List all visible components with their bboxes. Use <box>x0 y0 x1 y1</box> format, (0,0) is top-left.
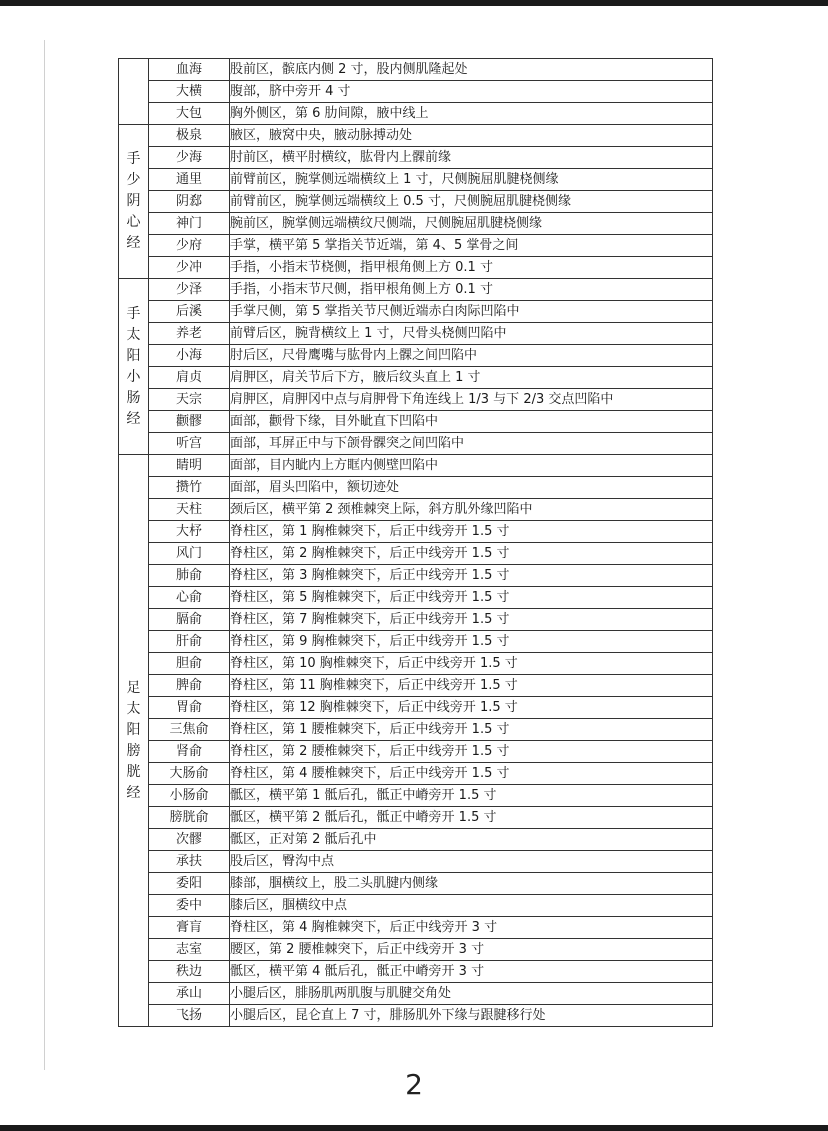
acupoint-name: 胆俞 <box>149 653 230 675</box>
table-row <box>119 301 713 323</box>
acupoint-location: 前臂前区，腕掌侧远端横纹上 0.5 寸，尺侧腕屈肌腱桡侧缘 <box>230 191 713 213</box>
top-edge <box>0 0 828 6</box>
meridian-char: 肠 <box>126 389 141 406</box>
acupoint-location: 脊柱区，第 12 胸椎棘突下，后正中线旁开 1.5 寸 <box>230 697 713 719</box>
acupoint-location: 膝部，腘横纹上，股二头肌腱内侧缘 <box>230 873 713 895</box>
acupoint-name: 听宫 <box>149 433 230 455</box>
meridian-char: 经 <box>126 410 141 427</box>
table-row <box>119 389 713 411</box>
table-row <box>119 279 713 301</box>
acupoint-location: 手指，小指末节桡侧，指甲根角侧上方 0.1 寸 <box>230 257 713 279</box>
table-row <box>119 565 713 587</box>
table-row <box>119 125 713 147</box>
acupoint-name: 肝俞 <box>149 631 230 653</box>
acupoint-location: 腹部，脐中旁开 4 寸 <box>230 81 713 103</box>
acupoint-location: 股前区，髌底内侧 2 寸，股内侧肌隆起处 <box>230 59 713 81</box>
meridian-cell <box>119 59 149 125</box>
acupoint-name: 膀胱俞 <box>149 807 230 829</box>
table-row <box>119 697 713 719</box>
meridian-char: 手 <box>126 151 141 167</box>
acupoint-name: 极泉 <box>149 125 230 147</box>
acupoint-location: 肘后区，尺骨鹰嘴与肱骨内上髁之间凹陷中 <box>230 345 713 367</box>
table-row <box>119 433 713 455</box>
acupoint-name: 心俞 <box>149 587 230 609</box>
table-row <box>119 257 713 279</box>
acupoint-location: 脊柱区，第 1 胸椎棘突下，后正中线旁开 1.5 寸 <box>230 521 713 543</box>
acupoint-location: 小腿后区，昆仑直上 7 寸，腓肠肌外下缘与跟腱移行处 <box>230 1005 713 1027</box>
acupoint-name: 飞扬 <box>149 1005 230 1027</box>
table-row <box>119 477 713 499</box>
meridian-char: 小 <box>126 368 141 385</box>
acupoint-name: 少冲 <box>149 257 230 279</box>
acupoint-location: 面部，颧骨下缘，目外眦直下凹陷中 <box>230 411 713 433</box>
acupoint-location: 脊柱区，第 9 胸椎棘突下，后正中线旁开 1.5 寸 <box>230 631 713 653</box>
acupoint-name: 委中 <box>149 895 230 917</box>
acupoint-location: 骶区，横平第 1 骶后孔，骶正中嵴旁开 1.5 寸 <box>230 785 713 807</box>
table-row <box>119 213 713 235</box>
acupoint-name: 血海 <box>149 59 230 81</box>
acupoint-location: 脊柱区，第 7 胸椎棘突下，后正中线旁开 1.5 寸 <box>230 609 713 631</box>
page-number: 2 <box>405 1068 423 1101</box>
table-row <box>119 829 713 851</box>
acupoint-name: 胃俞 <box>149 697 230 719</box>
acupoint-location: 面部，目内眦内上方眶内侧壁凹陷中 <box>230 455 713 477</box>
acupoint-location: 腕前区，腕掌侧远端横纹尺侧端，尺侧腕屈肌腱桡侧缘 <box>230 213 713 235</box>
acupoint-name: 大杼 <box>149 521 230 543</box>
table-row <box>119 939 713 961</box>
meridian-cell <box>119 455 149 1027</box>
acupoint-name: 志室 <box>149 939 230 961</box>
acupoint-name: 脾俞 <box>149 675 230 697</box>
meridian-char: 经 <box>126 784 141 801</box>
acupoint-name: 攒竹 <box>149 477 230 499</box>
meridian-cell <box>119 279 149 455</box>
meridian-cell <box>119 125 149 279</box>
acupoint-name: 肩贞 <box>149 367 230 389</box>
table-row <box>119 851 713 873</box>
acupoint-location: 脊柱区，第 10 胸椎棘突下，后正中线旁开 1.5 寸 <box>230 653 713 675</box>
table-row <box>119 587 713 609</box>
acupoint-location: 手掌尺侧，第 5 掌指关节尺侧近端赤白肉际凹陷中 <box>230 301 713 323</box>
acupoint-name: 天宗 <box>149 389 230 411</box>
acupoint-name: 承扶 <box>149 851 230 873</box>
acupoint-name: 神门 <box>149 213 230 235</box>
table-row <box>119 675 713 697</box>
table-row <box>119 653 713 675</box>
acupoint-name: 少府 <box>149 235 230 257</box>
table-row <box>119 609 713 631</box>
table-row <box>119 521 713 543</box>
meridian-char: 胱 <box>126 763 141 780</box>
acupoint-name: 三焦俞 <box>149 719 230 741</box>
acupoint-location: 脊柱区，第 2 腰椎棘突下，后正中线旁开 1.5 寸 <box>230 741 713 763</box>
table-row <box>119 169 713 191</box>
table-row <box>119 741 713 763</box>
table-row <box>119 763 713 785</box>
acupoint-name: 大包 <box>149 103 230 125</box>
table-row <box>119 895 713 917</box>
table-row <box>119 235 713 257</box>
acupoint-location: 骶区，横平第 4 骶后孔，骶正中嵴旁开 3 寸 <box>230 961 713 983</box>
acupoint-name: 少泽 <box>149 279 230 301</box>
table-row <box>119 323 713 345</box>
acupoint-name: 大肠俞 <box>149 763 230 785</box>
acupoint-table-body <box>119 59 713 1027</box>
table-row <box>119 103 713 125</box>
acupoint-name: 委阳 <box>149 873 230 895</box>
table-row <box>119 81 713 103</box>
acupoint-name: 阴郄 <box>149 191 230 213</box>
acupoint-location: 膝后区，腘横纹中点 <box>230 895 713 917</box>
table-row <box>119 719 713 741</box>
acupoint-location: 脊柱区，第 4 腰椎棘突下，后正中线旁开 1.5 寸 <box>230 763 713 785</box>
table-row <box>119 499 713 521</box>
table-row <box>119 345 713 367</box>
acupoint-location: 前臂前区，腕掌侧远端横纹上 1 寸，尺侧腕屈肌腱桡侧缘 <box>230 169 713 191</box>
meridian-char: 足 <box>126 679 141 696</box>
acupoint-name: 风门 <box>149 543 230 565</box>
meridian-char: 心 <box>126 214 141 230</box>
acupoint-location: 骶区，正对第 2 骶后孔中 <box>230 829 713 851</box>
table-row <box>119 961 713 983</box>
meridian-char: 少 <box>126 172 141 188</box>
table-row <box>119 147 713 169</box>
page-fold-line <box>44 40 45 1070</box>
acupoint-name: 膏肓 <box>149 917 230 939</box>
table-row <box>119 543 713 565</box>
acupoint-name: 天柱 <box>149 499 230 521</box>
table-row <box>119 191 713 213</box>
meridian-char: 手 <box>126 305 141 322</box>
meridian-char: 阳 <box>126 347 141 364</box>
acupoint-location: 肘前区，横平肘横纹，肱骨内上髁前缘 <box>230 147 713 169</box>
acupoint-name: 养老 <box>149 323 230 345</box>
acupoint-location: 股后区，臀沟中点 <box>230 851 713 873</box>
meridian-char: 太 <box>126 326 141 343</box>
acupoint-location: 前臂后区，腕背横纹上 1 寸，尺骨头桡侧凹陷中 <box>230 323 713 345</box>
acupoint-location: 颈后区，横平第 2 颈椎棘突上际，斜方肌外缘凹陷中 <box>230 499 713 521</box>
acupoint-location: 骶区，横平第 2 骶后孔，骶正中嵴旁开 1.5 寸 <box>230 807 713 829</box>
acupoint-location: 脊柱区，第 5 胸椎棘突下，后正中线旁开 1.5 寸 <box>230 587 713 609</box>
acupoint-location: 手指，小指末节尺侧，指甲根角侧上方 0.1 寸 <box>230 279 713 301</box>
table-row <box>119 873 713 895</box>
acupoint-location: 腋区，腋窝中央，腋动脉搏动处 <box>230 125 713 147</box>
table-row <box>119 455 713 477</box>
acupoint-name: 承山 <box>149 983 230 1005</box>
meridian-char: 阳 <box>126 721 141 738</box>
acupoint-name: 通里 <box>149 169 230 191</box>
table-row <box>119 917 713 939</box>
acupoint-location: 脊柱区，第 2 胸椎棘突下，后正中线旁开 1.5 寸 <box>230 543 713 565</box>
acupoint-name: 次髎 <box>149 829 230 851</box>
acupoint-location: 肩胛区，肩胛冈中点与肩胛骨下角连线上 1/3 与下 2/3 交点凹陷中 <box>230 389 713 411</box>
table-row <box>119 807 713 829</box>
acupoint-name: 肺俞 <box>149 565 230 587</box>
acupoint-location: 面部，眉头凹陷中，额切迹处 <box>230 477 713 499</box>
acupoint-name: 少海 <box>149 147 230 169</box>
table-row <box>119 411 713 433</box>
acupoint-name: 小肠俞 <box>149 785 230 807</box>
acupoint-location: 脊柱区，第 1 腰椎棘突下，后正中线旁开 1.5 寸 <box>230 719 713 741</box>
acupoint-name: 秩边 <box>149 961 230 983</box>
acupoint-location: 脊柱区，第 4 胸椎棘突下，后正中线旁开 3 寸 <box>230 917 713 939</box>
acupoint-name: 小海 <box>149 345 230 367</box>
table-row <box>119 785 713 807</box>
acupoint-name: 颧髎 <box>149 411 230 433</box>
acupoint-location: 手掌，横平第 5 掌指关节近端，第 4、5 掌骨之间 <box>230 235 713 257</box>
acupoint-name: 睛明 <box>149 455 230 477</box>
table-row <box>119 983 713 1005</box>
table-row <box>119 1005 713 1027</box>
table-row <box>119 631 713 653</box>
acupoint-location: 面部，耳屏正中与下颌骨髁突之间凹陷中 <box>230 433 713 455</box>
acupoint-location: 脊柱区，第 3 胸椎棘突下，后正中线旁开 1.5 寸 <box>230 565 713 587</box>
meridian-char: 阴 <box>126 193 141 209</box>
acupoint-location: 肩胛区，肩关节后下方，腋后纹头直上 1 寸 <box>230 367 713 389</box>
meridian-char: 膀 <box>126 742 141 759</box>
acupoint-name: 大横 <box>149 81 230 103</box>
acupoint-name: 膈俞 <box>149 609 230 631</box>
meridian-char: 太 <box>126 700 141 717</box>
meridian-char: 经 <box>126 235 141 251</box>
acupoint-location: 脊柱区，第 11 胸椎棘突下，后正中线旁开 1.5 寸 <box>230 675 713 697</box>
bottom-edge <box>0 1125 828 1131</box>
acupoint-location: 腰区，第 2 腰椎棘突下，后正中线旁开 3 寸 <box>230 939 713 961</box>
acupoint-name: 肾俞 <box>149 741 230 763</box>
acupoint-location: 小腿后区，腓肠肌两肌腹与肌腱交角处 <box>230 983 713 1005</box>
table-row <box>119 367 713 389</box>
acupoint-name: 后溪 <box>149 301 230 323</box>
acupoint-location: 胸外侧区，第 6 肋间隙，腋中线上 <box>230 103 713 125</box>
acupoint-table <box>118 58 713 1027</box>
table-row <box>119 59 713 81</box>
